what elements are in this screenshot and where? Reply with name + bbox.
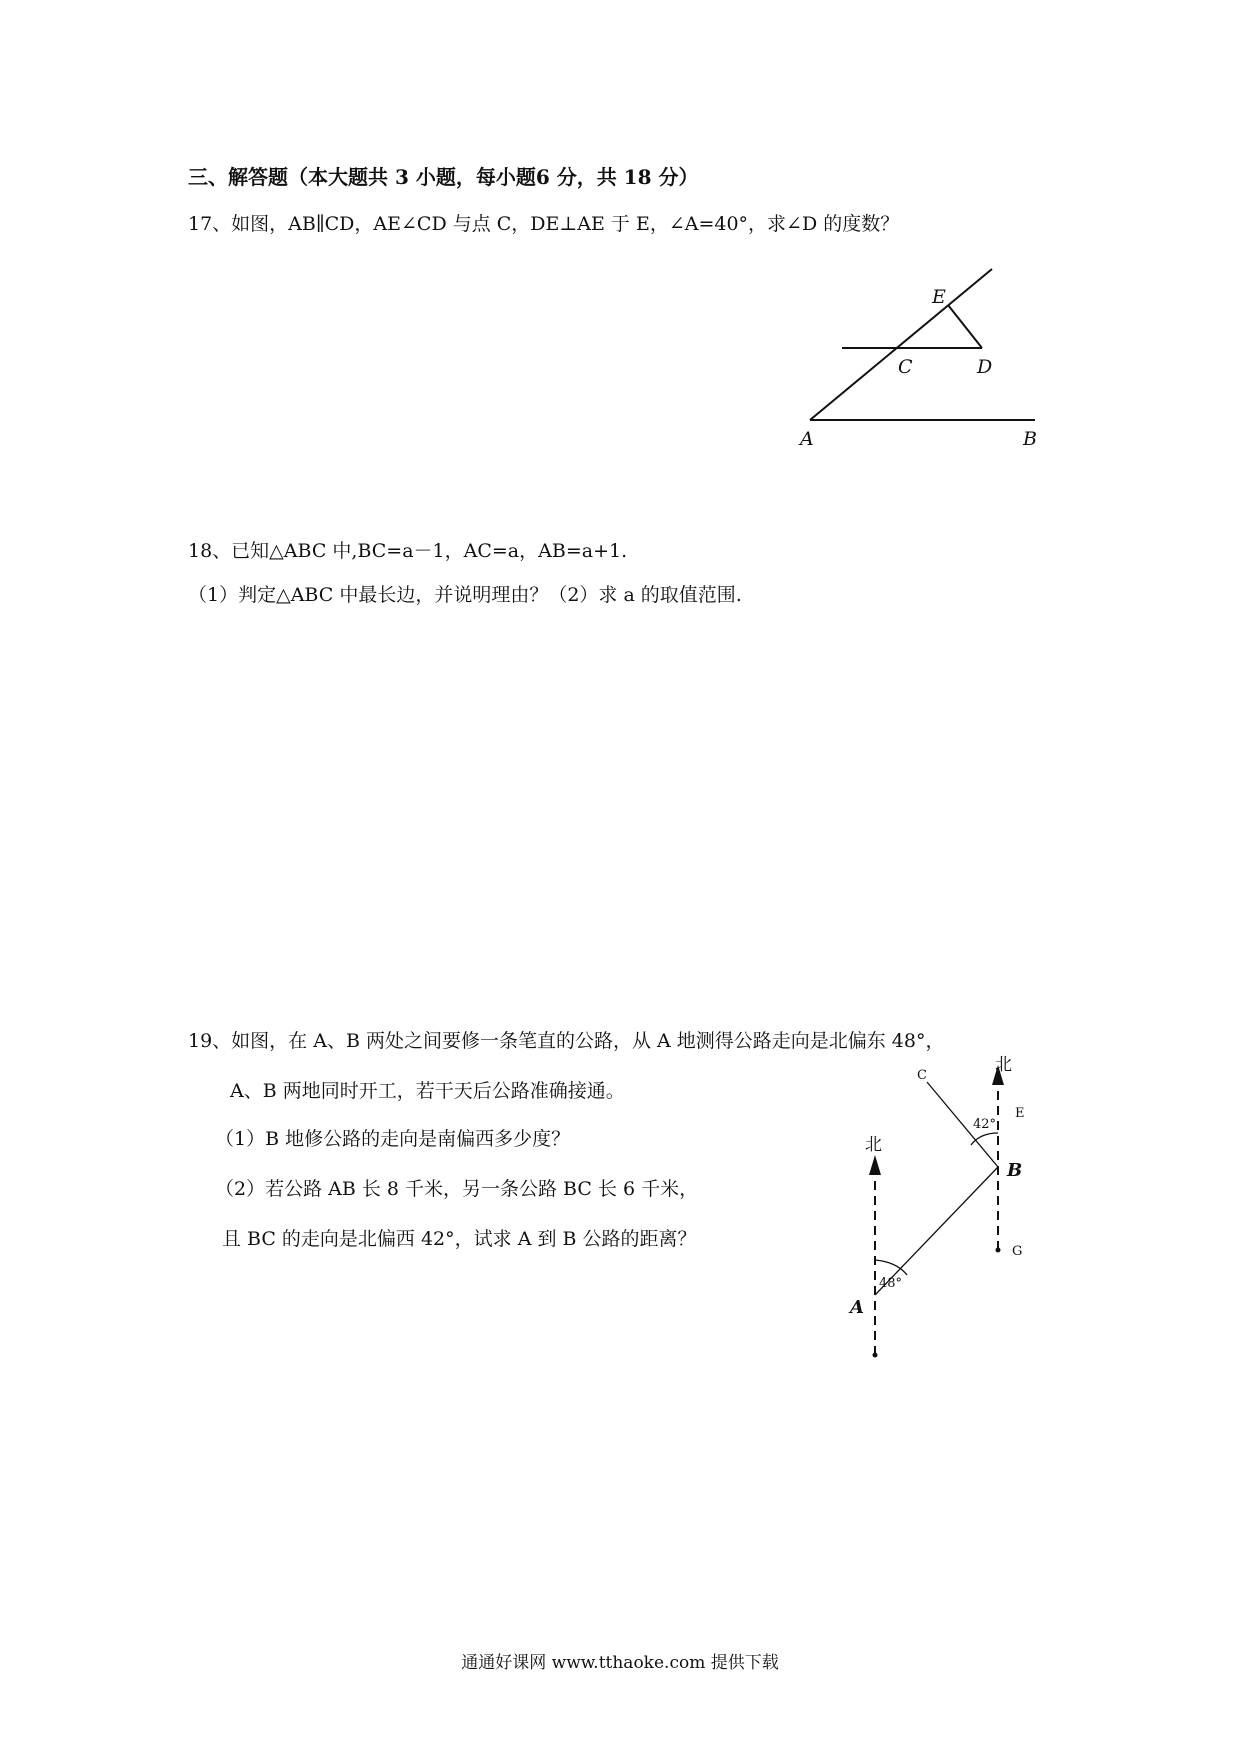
label-A: A	[850, 1297, 864, 1318]
question-19-line4: （2）若公路 AB 长 8 千米，另一条公路 BC 长 6 千米，	[215, 1178, 699, 1200]
question-18-line1: 18、已知△ABC 中,BC=a－1，AC=a，AB=a+1.	[188, 540, 628, 562]
line-AE-extended	[810, 269, 992, 420]
q17-figure	[780, 255, 1080, 460]
footer: 通通好课网 www.tthaoke.com 提供下载	[461, 1653, 779, 1673]
question-18-line2: （1）判定△ABC 中最长边，并说明理由？（2）求 a 的取值范围.	[188, 584, 742, 606]
question-17-text: 17、如图，AB∥CD，AE∠CD 与点 C，DE⊥AE 于 E，∠A=40°，求∠D 的度数？	[188, 213, 900, 235]
label-B: B	[1023, 428, 1037, 450]
label-A: A	[800, 428, 814, 450]
label-E: E	[1015, 1106, 1025, 1121]
question-19-line3: （1）B 地修公路的走向是南偏西多少度？	[215, 1128, 571, 1150]
north-arrow-A	[869, 1155, 881, 1175]
question-19-line5: 且 BC 的走向是北偏西 42°，试求 A 到 B 公路的距离？	[222, 1228, 697, 1250]
label-G: G	[1012, 1244, 1023, 1259]
label-angle-42: 42°	[973, 1117, 997, 1132]
question-19-line2: A、B 两地同时开工，若干天后公路准确接通。	[230, 1080, 625, 1102]
line-ED	[948, 305, 982, 348]
label-B: B	[1007, 1160, 1023, 1181]
label-C: C	[898, 356, 913, 378]
label-E: E	[932, 286, 946, 308]
q19-figure	[835, 1055, 1095, 1370]
label-C: C	[917, 1068, 927, 1083]
label-angle-48: 48°	[879, 1276, 903, 1291]
point-G-dot	[996, 1248, 1001, 1253]
label-north-left: 北	[865, 1135, 882, 1155]
section-title: 三、解答题（本大题共 3 小题，每小题6 分，共 18 分）	[188, 165, 699, 189]
point-A-bottom-dot	[873, 1353, 878, 1358]
question-19-line1: 19、如图，在 A、B 两处之间要修一条笔直的公路，从 A 地测得公路走向是北偏东 48°，	[188, 1030, 945, 1052]
label-north-right: 北	[995, 1055, 1012, 1075]
label-D: D	[977, 356, 993, 378]
